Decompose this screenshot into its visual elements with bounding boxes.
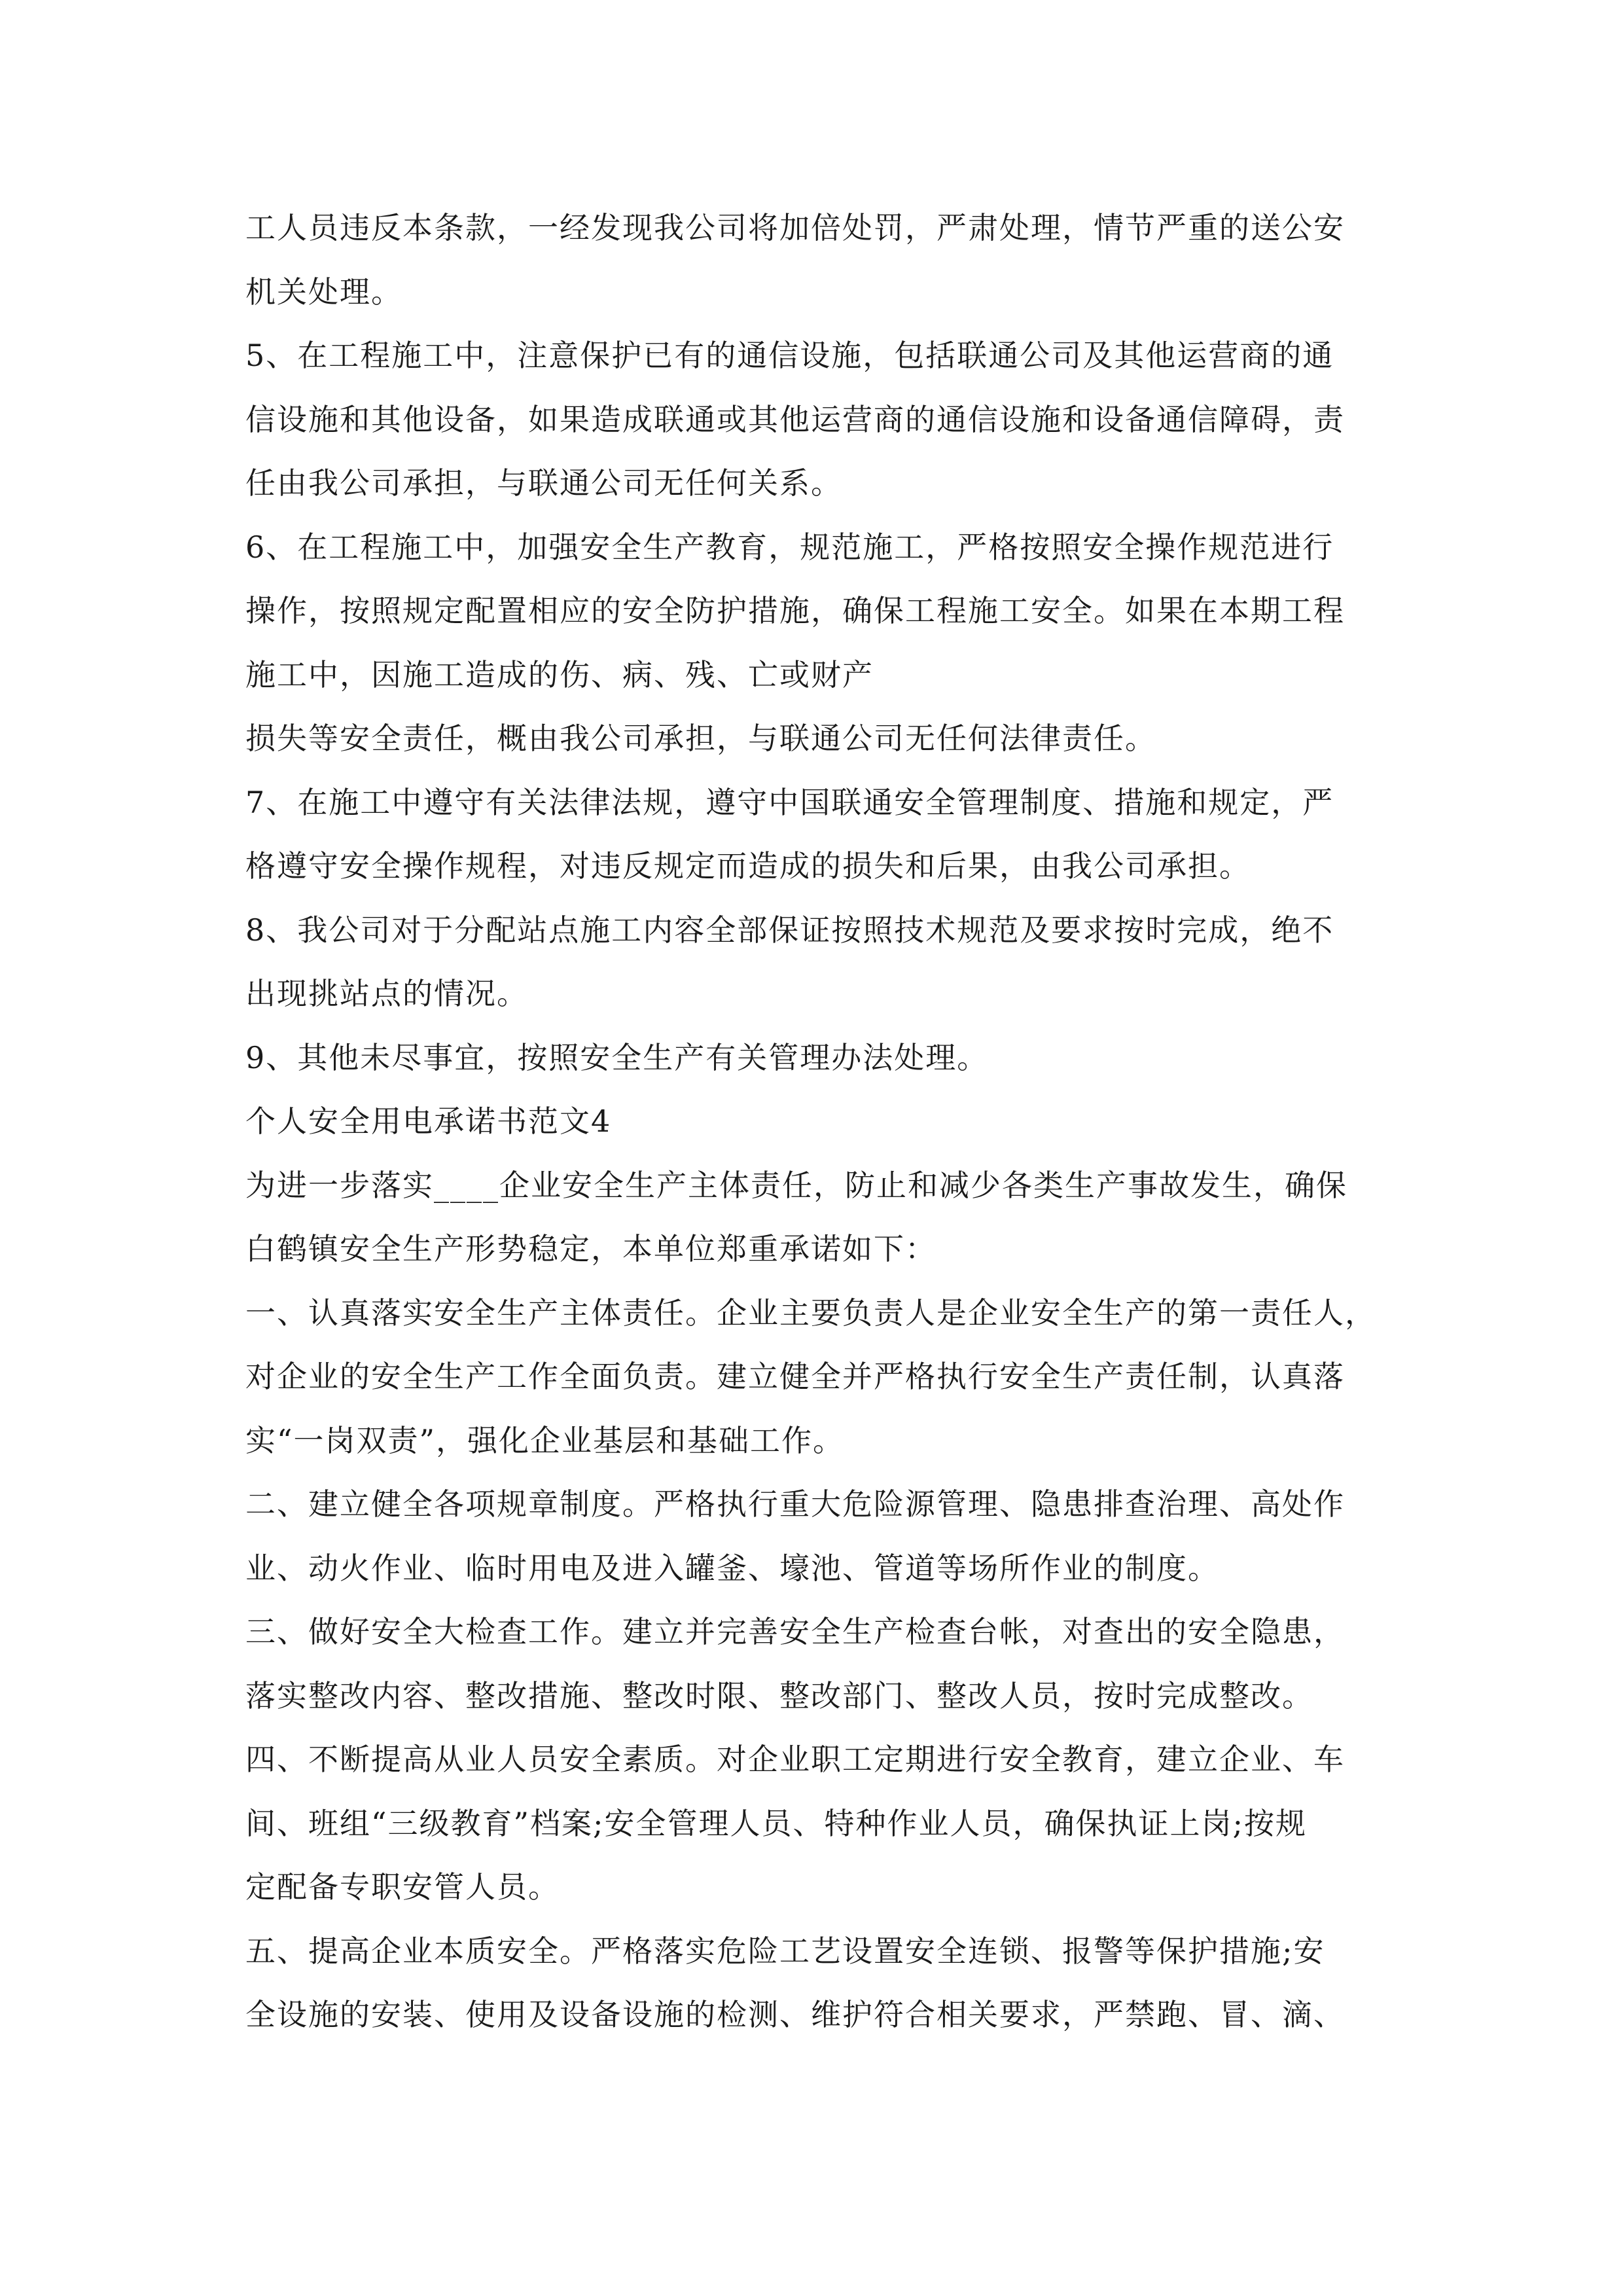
text-line: 对企业的安全生产工作全面负责。建立健全并严格执行安全生产责任制，认真落 [245, 1359, 1345, 1394]
text-line: 全设施的安装、使用及设备设施的检测、维护符合相关要求，严禁跑、冒、滴、 [245, 1997, 1345, 2032]
text-line: 工人员违反本条款，一经发现我公司将加倍处罚，严肃处理，情节严重的送公安 [245, 210, 1345, 245]
text-line: 间、班组“三级教育”档案;安全管理人员、特种作业人员，确保执证上岗;按规 [245, 1805, 1308, 1841]
text-line: 8、我公司对于分配站点施工内容全部保证按照技术规范及要求按时完成，绝不 [245, 912, 1334, 948]
text-line: 操作，按照规定配置相应的安全防护措施，确保工程施工安全。如果在本期工程 [245, 593, 1345, 628]
text-line: 机关处理。 [245, 274, 402, 310]
text-line: 信设施和其他设备，如果造成联通或其他运营商的通信设施和设备通信障碍，责 [245, 401, 1345, 437]
text-line: 施工中，因施工造成的伤、病、残、亡或财产 [245, 656, 874, 692]
section-heading: 个人安全用电承诺书范文4 [245, 1103, 612, 1139]
text-line: 五、提高企业本质安全。严格落实危险工艺设置安全连锁、报警等保护措施;安 [245, 1933, 1325, 1969]
text-line: 二、建立健全各项规章制度。严格执行重大危险源管理、隐患排查治理、高处作 [245, 1486, 1345, 1522]
text-line: 一、认真落实安全生产主体责任。企业主要负责人是企业安全生产的第一责任人， [245, 1295, 1376, 1331]
text-line: 损失等安全责任，概由我公司承担，与联通公司无任何法律责任。 [245, 721, 1156, 756]
text-line: 格遵守安全操作规程，对违反规定而造成的损失和后果，由我公司承担。 [245, 848, 1251, 884]
text-line: 四、不断提高从业人员安全素质。对企业职工定期进行安全教育，建立企业、车 [245, 1742, 1345, 1777]
text-line: 6、在工程施工中，加强安全生产教育，规范施工，严格按照安全操作规范进行 [245, 529, 1334, 565]
document-body [245, 196, 1391, 2047]
text-line: 落实整改内容、整改措施、整改时限、整改部门、整改人员，按时完成整改。 [245, 1677, 1313, 1713]
text-line: 三、做好安全大检查工作。建立并完善安全生产检查台帐，对查出的安全隐患， [245, 1614, 1345, 1649]
text-line: 业、动火作业、临时用电及进入罐釜、壕池、管道等场所作业的制度。 [245, 1550, 1219, 1586]
text-line: 5、在工程施工中，注意保护已有的通信设施，包括联通公司及其他运营商的通 [245, 338, 1334, 373]
text-line: 实“一岗双责”，强化企业基层和基础工作。 [245, 1422, 845, 1458]
text-line: 白鹤镇安全生产形势稳定，本单位郑重承诺如下： [245, 1231, 936, 1266]
text-line: 定配备专职安管人员。 [245, 1869, 560, 1905]
text-line: 任由我公司承担，与联通公司无任何关系。 [245, 465, 842, 501]
text-line: 7、在施工中遵守有关法律法规，遵守中国联通安全管理制度、措施和规定，严 [245, 784, 1334, 820]
text-line: 出现挑站点的情况。 [245, 976, 528, 1011]
text-line: 为进一步落实____企业安全生产主体责任，防止和减少各类生产事故发生，确保 [245, 1167, 1347, 1203]
text-line: 9、其他未尽事宜，按照安全生产有关管理办法处理。 [245, 1039, 989, 1075]
